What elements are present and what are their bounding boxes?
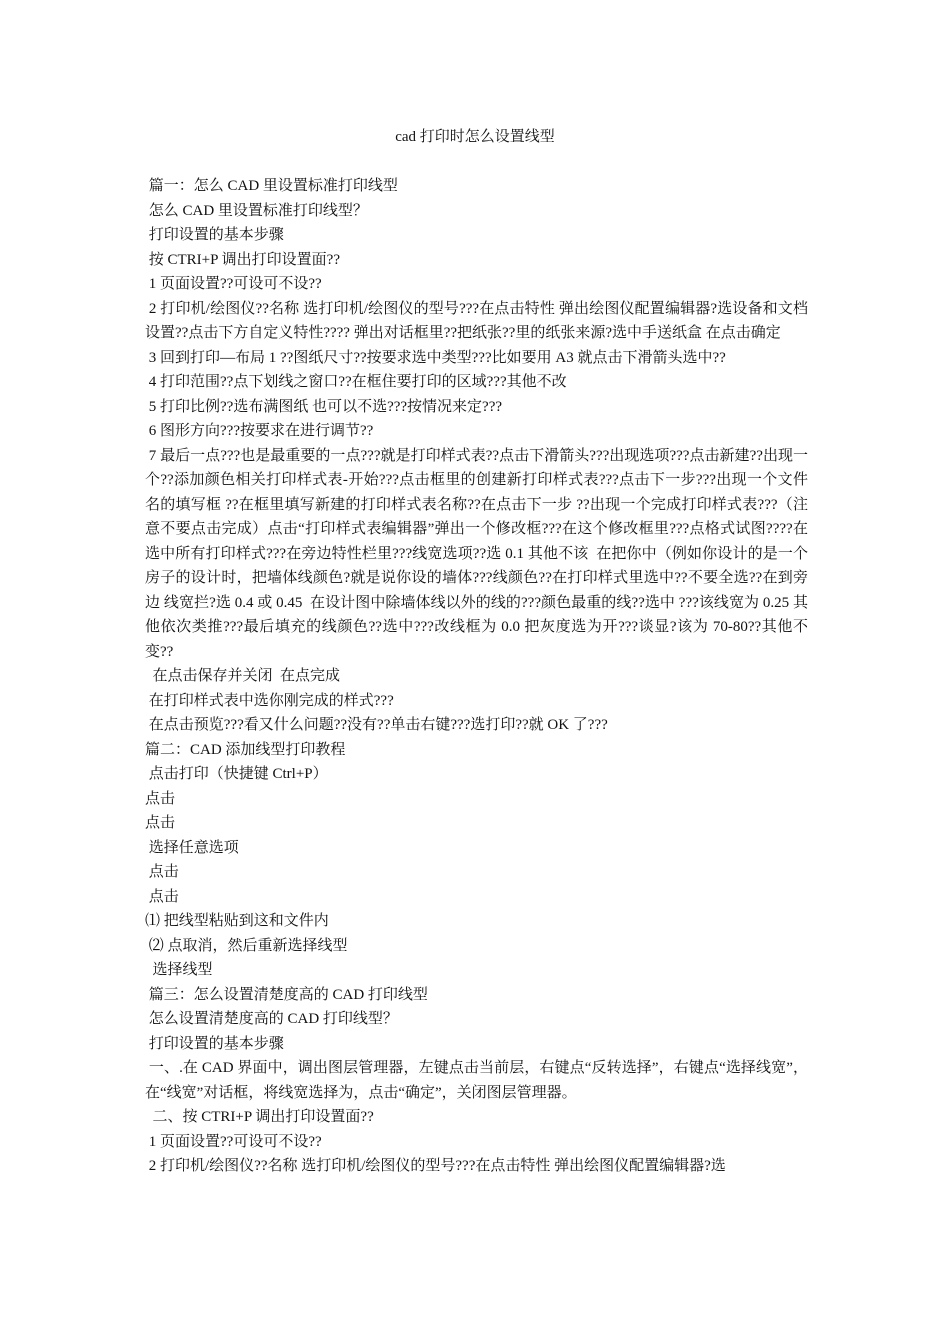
paragraph: 怎么 CAD 里设置标准打印线型？ xyxy=(145,202,368,219)
paragraph: 二、按 CTRI+P 调出打印设置面?? xyxy=(145,1109,374,1125)
paragraph: 1 页面设置??可设可不设?? xyxy=(145,1133,322,1150)
paragraph: ⑴ 把线型粘贴到这和文件内 xyxy=(145,913,329,929)
paragraph: 点击 xyxy=(145,888,179,905)
paragraph: 2 打印机/绘图仪??名称 选打印机/绘图仪的型号???在点击特性 弹出绘图仪配置编辑器?选设备和文档设置??点击下方自定义特性???? 弹出对话框里??把纸张??里的纸张来源?选中手送纸盒 在点击确定 xyxy=(145,300,808,341)
paragraph: 打印设置的基本步骤 xyxy=(145,227,284,243)
document-body xyxy=(145,174,808,1179)
paragraph: 在点击预览???看又什么问题??没有??单击右键???选打印??就 OK 了??? xyxy=(145,717,608,733)
paragraph: 在点击保存并关闭 在点完成 xyxy=(145,668,341,684)
paragraph: 4 打印范围??点下划线之窗口??在框住要打印的区域???其他不改 xyxy=(145,374,567,390)
paragraph: 选择任意选项 xyxy=(145,839,239,856)
paragraph: 点击 xyxy=(145,864,179,880)
paragraph: 6 图形方向???按要求在进行调节?? xyxy=(145,423,374,439)
paragraph: 7 最后一点???也是最重要的一点???就是打印样式表??点击下滑箭头???出现选项???点击新建??出现一个??添加颜色相关打印样式表-开始???点击框里的创建新打印样式表???点击下一步???出现一个文件名的填写框 ??在框里填写新建的打印样式表名称??在点击下一步 ??出现一个完成打印样式表???（注意不要点击完成）点击“打印样式表编辑器”弹出一个修改框???在这个修改框里???点格式试图????在选中所有打印样式???在旁边特性栏里???线宽选项??选 0.1 其他不该 在把你中（例如你设计的是一个房子的设计时，把墙体线颜色?就是说你设的墙体???线颜色??在打印样式里选中??不要全选??在到旁边 线宽拦?选 0.4 或 0.45 在设计图中除墙体线以外的线的???颜色最重的线??选中 ???该线宽为 0.25 其他依次类推???最后填充的线颜色??选中???改线框为 0.0 把灰度选为开???谈显?该为 70-80??其他不变?? xyxy=(145,447,809,660)
paragraph: 怎么设置清楚度高的 CAD 打印线型？ xyxy=(145,1011,398,1027)
paragraph: 打印设置的基本步骤 xyxy=(145,1035,284,1052)
paragraph: 一、.在 CAD 界面中，调出图层管理器，左键点击当前层，右键点“反转选择”，右键点“选择线宽”，在“线宽”对话框，将线宽选择为，点击“确定”，关闭图层管理器。 xyxy=(145,1060,808,1101)
document-title: cad 打印时怎么设置线型 xyxy=(395,129,555,145)
paragraph: 篇三：怎么设置清楚度高的 CAD 打印线型 xyxy=(145,986,428,1003)
paragraph: 2 打印机/绘图仪??名称 选打印机/绘图仪的型号???在点击特性 弹出绘图仪配置编辑器?选 xyxy=(145,1158,726,1174)
paragraph: 选择线型 xyxy=(145,962,213,978)
paragraph: 在打印样式表中选你刚完成的样式??? xyxy=(145,692,394,709)
paragraph: 1 页面设置??可设可不设?? xyxy=(145,276,322,292)
paragraph: 3 回到打印—布局 1 ??图纸尺寸??按要求选中类型???比如要用 A3 就点击下滑箭头选中?? xyxy=(145,349,726,366)
paragraph: 点击打印（快捷键 Ctrl+P） xyxy=(145,766,328,782)
paragraph: 点击 xyxy=(145,790,176,807)
paragraph: 点击 xyxy=(145,815,176,831)
paragraph: 篇一：怎么 CAD 里设置标准打印线型 xyxy=(145,178,398,194)
paragraph: 5 打印比例??选布满图纸 也可以不选???按情况来定??? xyxy=(145,398,503,415)
paragraph: 篇二：CAD 添加线型打印教程 xyxy=(145,741,346,758)
paragraph: 按 CTRI+P 调出打印设置面?? xyxy=(145,251,340,268)
paragraph: ⑵ 点取消，然后重新选择线型 xyxy=(145,937,348,954)
